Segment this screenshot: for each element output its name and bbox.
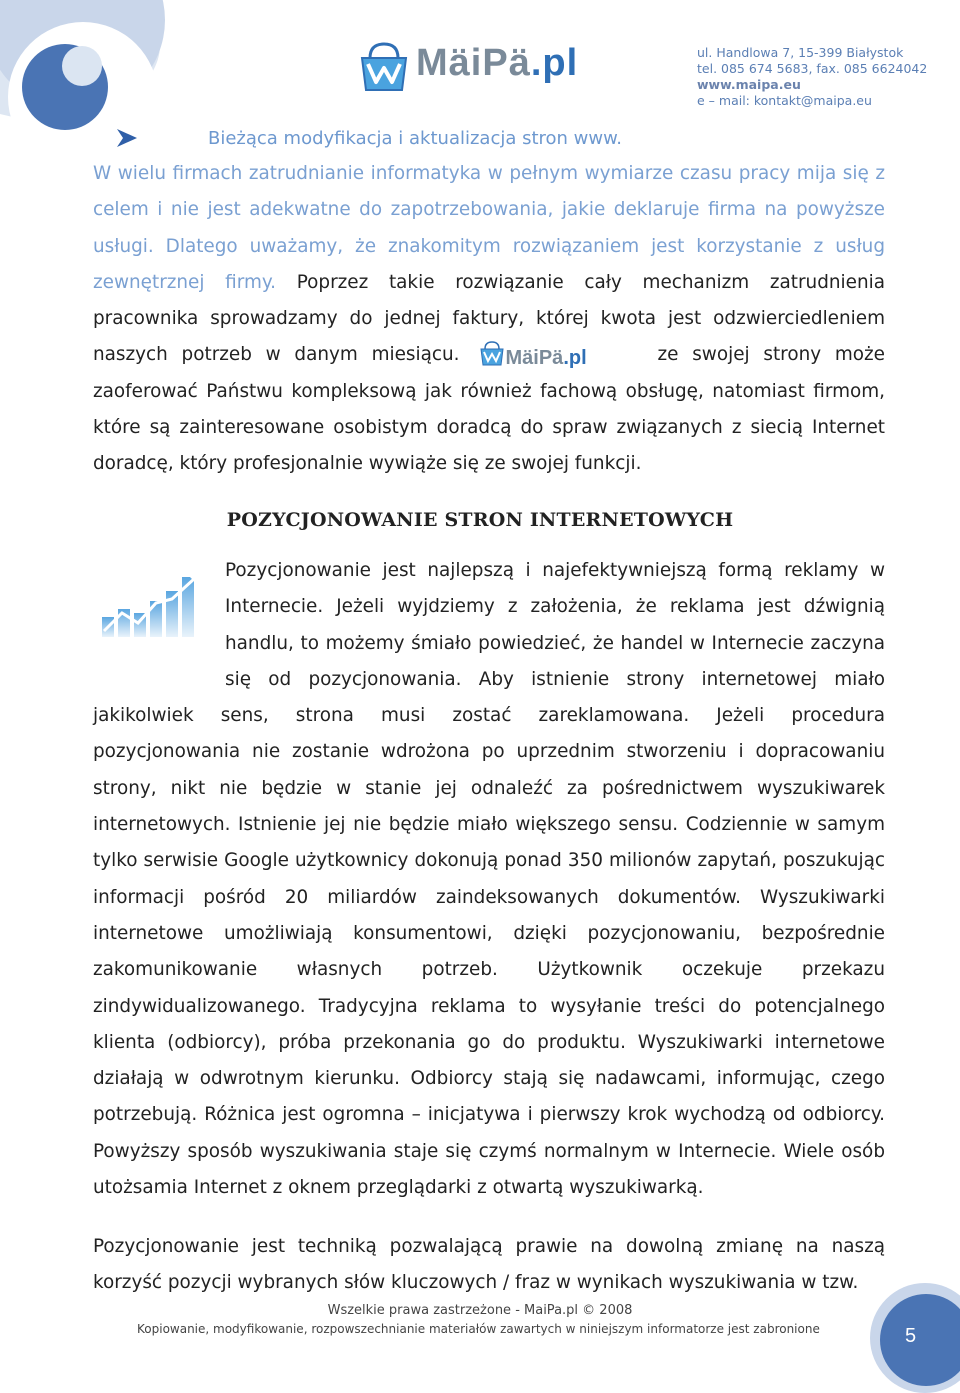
- shopping-bag-icon: [478, 338, 506, 368]
- lead-line: Bieżąca modyfikacja i aktualizacja stron www.: [208, 128, 622, 149]
- seo-paragraph-2: Pozycjonowanie jest techniką pozwalającą prawie na dowolną zmianę na naszą korzyść pozycji wybranych słów kluczowych / fraz w wynikach wyszukiwania w tzw.: [93, 1236, 885, 1294]
- inline-logo: MäiPä.pl: [478, 338, 620, 368]
- company-logo: [356, 38, 596, 94]
- address-phone: tel. 085 674 5683, fax. 085 6624042: [697, 61, 928, 76]
- intro-text: Poprzez takie rozwiązanie cały mechanizm zatrudnienia pracownika sprowadzamy do jednej faktury, której kwota jest odzwierciedleniem naszych potrzeb w danym miesiącu.: [93, 271, 885, 366]
- address-street: ul. Handlowa 7, 15-399 Białystok: [697, 45, 904, 60]
- contact-address: [697, 45, 927, 109]
- logo-wordmark: MäiPä.pl: [416, 42, 579, 84]
- page-number: 5: [905, 1325, 917, 1347]
- corner-decoration: [62, 46, 102, 86]
- seo-paragraph: Pozycjonowanie jest najlepszą i najefektywniejszą formą reklamy w Internecie. Jeżeli wyjdziemy z założenia, że reklama jest dźwignią handlu, to możemy śmiało powiedzieć, że handel w Internecie zaczyna się od pozycjonowania. Aby istnienie strony internetowej miało jakikolwiek sens, strona musi zostać zareklamowana. Jeżeli procedura pozycjonowania nie zostanie wdrożona po uprzednim stworzeniu i dopracowaniu strony, nikt nie będzie w stanie jej odnaleźć za pośrednictwem wyszukiwarek internetowych. Istnienie jej nie będzie miało większego sensu. Codziennie w samym tylko serwisie Google użytkownicy dokonują ponad 350 milionów zapytań, poszukując informacji pośród 20 miliardów zaindeksowanych dokumentów. Wyszukiwarki internetowe umożliwiają konsumentowi, dzięki pozycjonowaniu, bezpośrednie zakomunikowanie własnych potrzeb. Użytkownik oczekuje przekazu zindywidualizowanego. Tradycyjna reklama to wysyłanie treści do potencjalnego klienta (odbiorcy), próba przekonania go do produktu. Wyszukiwarki internetowe działają w odwrotnym kierunku. Odbiorcy stają się nadawcami, informując, czego potrzebują. Różnica jest ogromna – inicjatywa i pierwszy krok wychodzą od odbiorcy. Powyższy sposób wyszukiwania staje się czymś normalnym w Internecie. Wiele osób utożsamia Internet z oknem przeglądarki z otwartą wyszukiwarką.: [93, 560, 885, 1199]
- footer-copyright: Wszelkie prawa zastrzeżone - MaiPa.pl © 2008: [327, 1303, 633, 1318]
- intro-blue-text: W wielu firmach zatrudnianie informatyka w pełnym wymiarze czasu pracy mija się z celem i nie jest adekwatne do zapotrzebowania, jakie deklaruje firma na powyższe usługi. Dlatego uważamy, że znakomitym rozwiązaniem jest korzystanie z usług zewnętrznej firmy.: [93, 163, 885, 293]
- footer-notice: Kopiowanie, modyfikowanie, rozpowszechnianie materiałów zawartych w niniejszym informatorze jest zabronione: [137, 1322, 820, 1336]
- website-link[interactable]: www.maipa.eu: [697, 77, 801, 92]
- shopping-bag-icon: [356, 38, 412, 94]
- intro-paragraph: [93, 156, 885, 483]
- email-address[interactable]: e – mail: kontakt@maipa.eu: [697, 93, 872, 108]
- arrow-bullet-icon: [115, 127, 139, 149]
- intro-text-continued: ze swojej strony może zaoferować Państwu kompleksową jak również fachową obsługę, natomiast firmom, które są zainteresowane osobistym doradcą do spraw związanych z siecią Internet doradcę, który profesjonalnie wywiąże się ze swojej funkcji.: [93, 344, 885, 475]
- section-heading: POZYCJONOWANIE STRON INTERNETOWYCH: [226, 509, 734, 531]
